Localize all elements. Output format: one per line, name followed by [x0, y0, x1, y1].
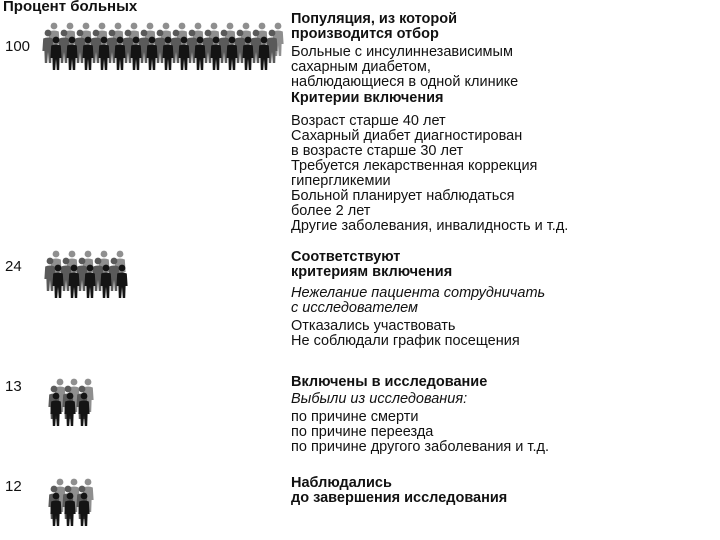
dropout-reason-line: по причине переезда	[291, 424, 434, 440]
people-group-icon	[46, 478, 98, 528]
completed-title-line: Наблюдались	[291, 475, 392, 491]
population-desc-line: сахарным диабетом,	[291, 59, 431, 75]
completed-block	[291, 476, 507, 506]
criteria-line: Возраст старше 40 лет	[291, 113, 446, 129]
eligible-block	[291, 250, 545, 349]
criteria-line: Больной планирует наблюдаться	[291, 188, 515, 204]
eligible-italic-line: с исследователем	[291, 300, 418, 316]
percent-100: 100	[5, 38, 31, 55]
people-group-icon	[44, 250, 136, 300]
eligible-italic-line: Нежелание пациента сотрудничать	[291, 285, 546, 301]
population-title-line: производится отбор	[291, 26, 439, 42]
percent-24: 24	[5, 258, 22, 275]
chart-header: Процент больных	[3, 0, 138, 15]
population-desc-line: наблюдающиеся в одной клинике	[291, 74, 519, 90]
included-title: Включены в исследование	[291, 374, 488, 390]
crowd-13	[46, 378, 98, 428]
people-group-icon	[46, 378, 98, 428]
criteria-line: более 2 лет	[291, 203, 371, 219]
dropout-reason-line: по причине смерти	[291, 409, 419, 425]
percent-13: 13	[5, 378, 22, 395]
criteria-line: Сахарный диабет диагностирован	[291, 128, 523, 144]
eligible-reason-line: Отказались участвовать	[291, 318, 456, 334]
criteria-line: гипергликемии	[291, 173, 391, 189]
eligible-title-line: Соответствуют	[291, 249, 401, 265]
crowd-12	[46, 478, 98, 528]
criteria-line: Другие заболевания, инвалидность и т.д.	[291, 218, 569, 234]
eligible-title-line: критериям включения	[291, 264, 453, 280]
population-desc-line: Больные с инсулиннезависимым	[291, 44, 513, 60]
criteria-title: Критерии включения	[291, 90, 444, 106]
criteria-line: Требуется лекарственная коррекция	[291, 158, 538, 174]
included-block	[291, 375, 549, 455]
crowd-100	[42, 22, 284, 72]
population-block	[291, 12, 568, 234]
completed-title-line: до завершения исследования	[291, 490, 508, 506]
people-group-icon	[42, 22, 284, 72]
percent-12: 12	[5, 478, 22, 495]
criteria-line: в возрасте старше 30 лет	[291, 143, 464, 159]
dropout-reason-line: по причине другого заболевания и т.д.	[291, 439, 549, 455]
population-title-line: Популяция, из которой	[291, 11, 458, 27]
dropout-title: Выбыли из исследования:	[291, 391, 468, 407]
eligible-reason-line: Не соблюдали график посещения	[291, 333, 520, 349]
crowd-24	[44, 250, 136, 300]
